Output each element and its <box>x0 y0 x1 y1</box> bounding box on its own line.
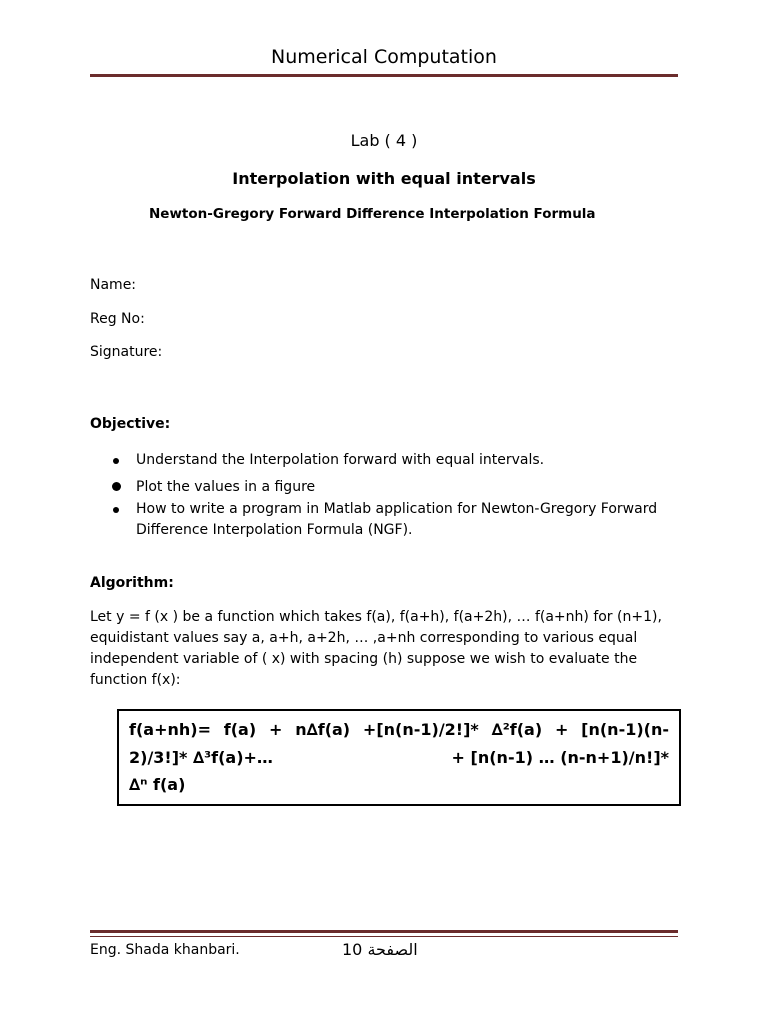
bullet-icon <box>113 458 119 464</box>
formula-box <box>117 709 681 806</box>
ngf-formula: f(a+nh)= f(a) + n∆f(a) +[n(n-1)/2!]* ∆²f(a) + [n(n-1)(n-2)/3!]* ∆³f(a)+… + [n(n-1) … (n-n+1)/n!]* ∆ⁿ f(a) <box>129 720 675 794</box>
objective-item <box>110 499 670 541</box>
objective-item-text: Understand the Interpolation forward with equal intervals. <box>136 452 545 468</box>
algorithm-paragraph: Let y = f (x ) be a function which takes f(a), f(a+h), f(a+2h), … f(a+nh) for (n+1), equidistant values say a, a+h, a+2h, … ,a+nh corresponding to various equal independent variable of ( x) with spacing (h) suppose we wish to evaluate the function f(x): <box>90 609 662 688</box>
objective-item <box>110 450 670 471</box>
reg-no-field-label: Reg No: <box>90 311 145 327</box>
bullet-icon <box>113 507 119 513</box>
footer-rule <box>90 930 678 933</box>
lab-number: Lab ( 4 ) <box>350 131 418 150</box>
objective-item-text: Plot the values in a figure <box>136 479 316 495</box>
bullet-icon <box>112 482 121 491</box>
algorithm-heading: Algorithm: <box>90 575 174 591</box>
objective-item <box>110 477 670 498</box>
header-title: Numerical Computation <box>271 46 497 68</box>
objective-list <box>110 450 670 542</box>
name-field-label: Name: <box>90 277 137 293</box>
footer-rule-thin <box>90 936 678 937</box>
signature-field-label: Signature: <box>90 344 163 360</box>
lab-title: Interpolation with equal intervals <box>232 169 536 188</box>
footer-author: Eng. Shada khanbari. <box>90 942 240 958</box>
objective-heading: Objective: <box>90 416 171 432</box>
lab-subtitle: Newton-Gregory Forward Difference Interpolation Formula <box>149 206 596 222</box>
objective-item-text: How to write a program in Matlab application for Newton-Gregory Forward Difference Interpolation Formula (NGF). <box>136 501 658 538</box>
header-rule <box>90 74 678 77</box>
footer-page-number: 10 الصفحة <box>342 940 418 959</box>
